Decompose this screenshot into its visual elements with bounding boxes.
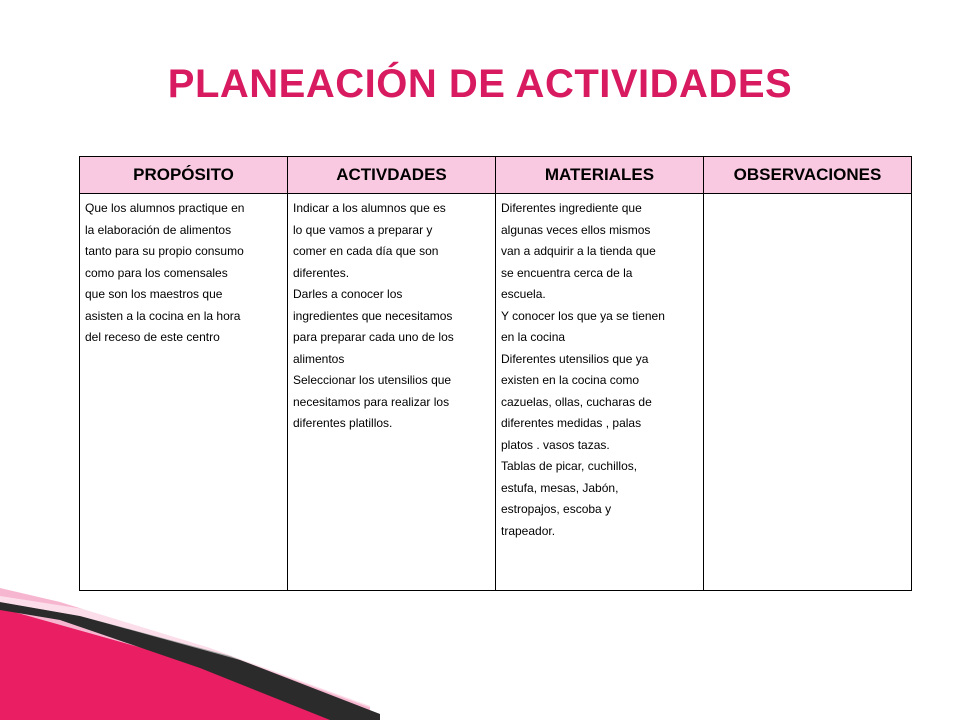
cell-materiales: [496, 194, 704, 591]
cell-proposito: [80, 194, 288, 591]
table-header-row: [80, 157, 912, 194]
header-observaciones: OBSERVACIONES: [704, 157, 912, 194]
cell-line: alimentos: [293, 351, 345, 366]
cell-line: ingredientes que necesitamos: [293, 308, 453, 323]
cell-line: como para los comensales: [85, 265, 228, 280]
cell-line: comer en cada día que son: [293, 244, 439, 258]
cell-line: para preparar cada uno de los: [293, 330, 454, 344]
cell-line: Diferentes utensilios que ya: [501, 351, 649, 366]
cell-line: Darles a conocer los: [293, 287, 403, 301]
header-actividades: ACTIVDADES: [288, 157, 496, 194]
decorative-swoosh: [0, 588, 960, 720]
table-row: [80, 194, 912, 591]
cell-line: estropajos, escoba y: [501, 502, 612, 516]
cell-line: tanto para su propio consumo: [85, 244, 244, 258]
cell-line: en la cocina: [501, 330, 566, 344]
header-proposito: PROPÓSITO: [80, 157, 288, 194]
cell-line: que son los maestros que: [85, 287, 223, 301]
cell-line: Y conocer los que ya se tienen: [501, 308, 665, 323]
cell-line: van a adquirir a la tienda que: [501, 244, 656, 258]
cell-line: Diferentes ingrediente que: [501, 201, 642, 215]
page-title: PLANEACIÓN DE ACTIVIDADES: [167, 62, 793, 106]
cell-observaciones: [704, 194, 912, 591]
cell-line: diferentes platillos.: [293, 416, 393, 430]
cell-line: platos . vasos tazas.: [501, 437, 610, 452]
cell-line: diferentes medidas , palas: [501, 416, 642, 430]
cell-line: Tablas de picar, cuchillos,: [501, 459, 638, 473]
cell-line: algunas veces ellos mismos: [501, 222, 651, 237]
cell-line: se encuentra cerca de la: [501, 265, 633, 280]
cell-line: existen en la cocina como: [501, 373, 640, 387]
cell-line: estufa, mesas, Jabón,: [501, 480, 619, 495]
cell-line: del receso de este centro: [85, 330, 220, 344]
cell-line: diferentes.: [293, 265, 350, 280]
cell-line: la elaboración de alimentos: [85, 222, 232, 237]
cell-line: lo que vamos a preparar y: [293, 222, 433, 237]
cell-line: necesitamos para realizar los: [293, 394, 450, 409]
cell-line: Que los alumnos practique en: [85, 201, 245, 215]
cell-line: Indicar a los alumnos que es: [293, 201, 446, 215]
cell-line: trapeador.: [501, 523, 556, 538]
cell-actividades: [288, 194, 496, 591]
cell-line: Seleccionar los utensilios que: [293, 373, 452, 387]
cell-line: escuela.: [501, 287, 546, 301]
header-materiales: MATERIALES: [496, 157, 704, 194]
activities-table: [79, 156, 912, 591]
cell-line: asisten a la cocina en la hora: [85, 308, 241, 323]
cell-line: cazuelas, ollas, cucharas de: [501, 394, 652, 409]
